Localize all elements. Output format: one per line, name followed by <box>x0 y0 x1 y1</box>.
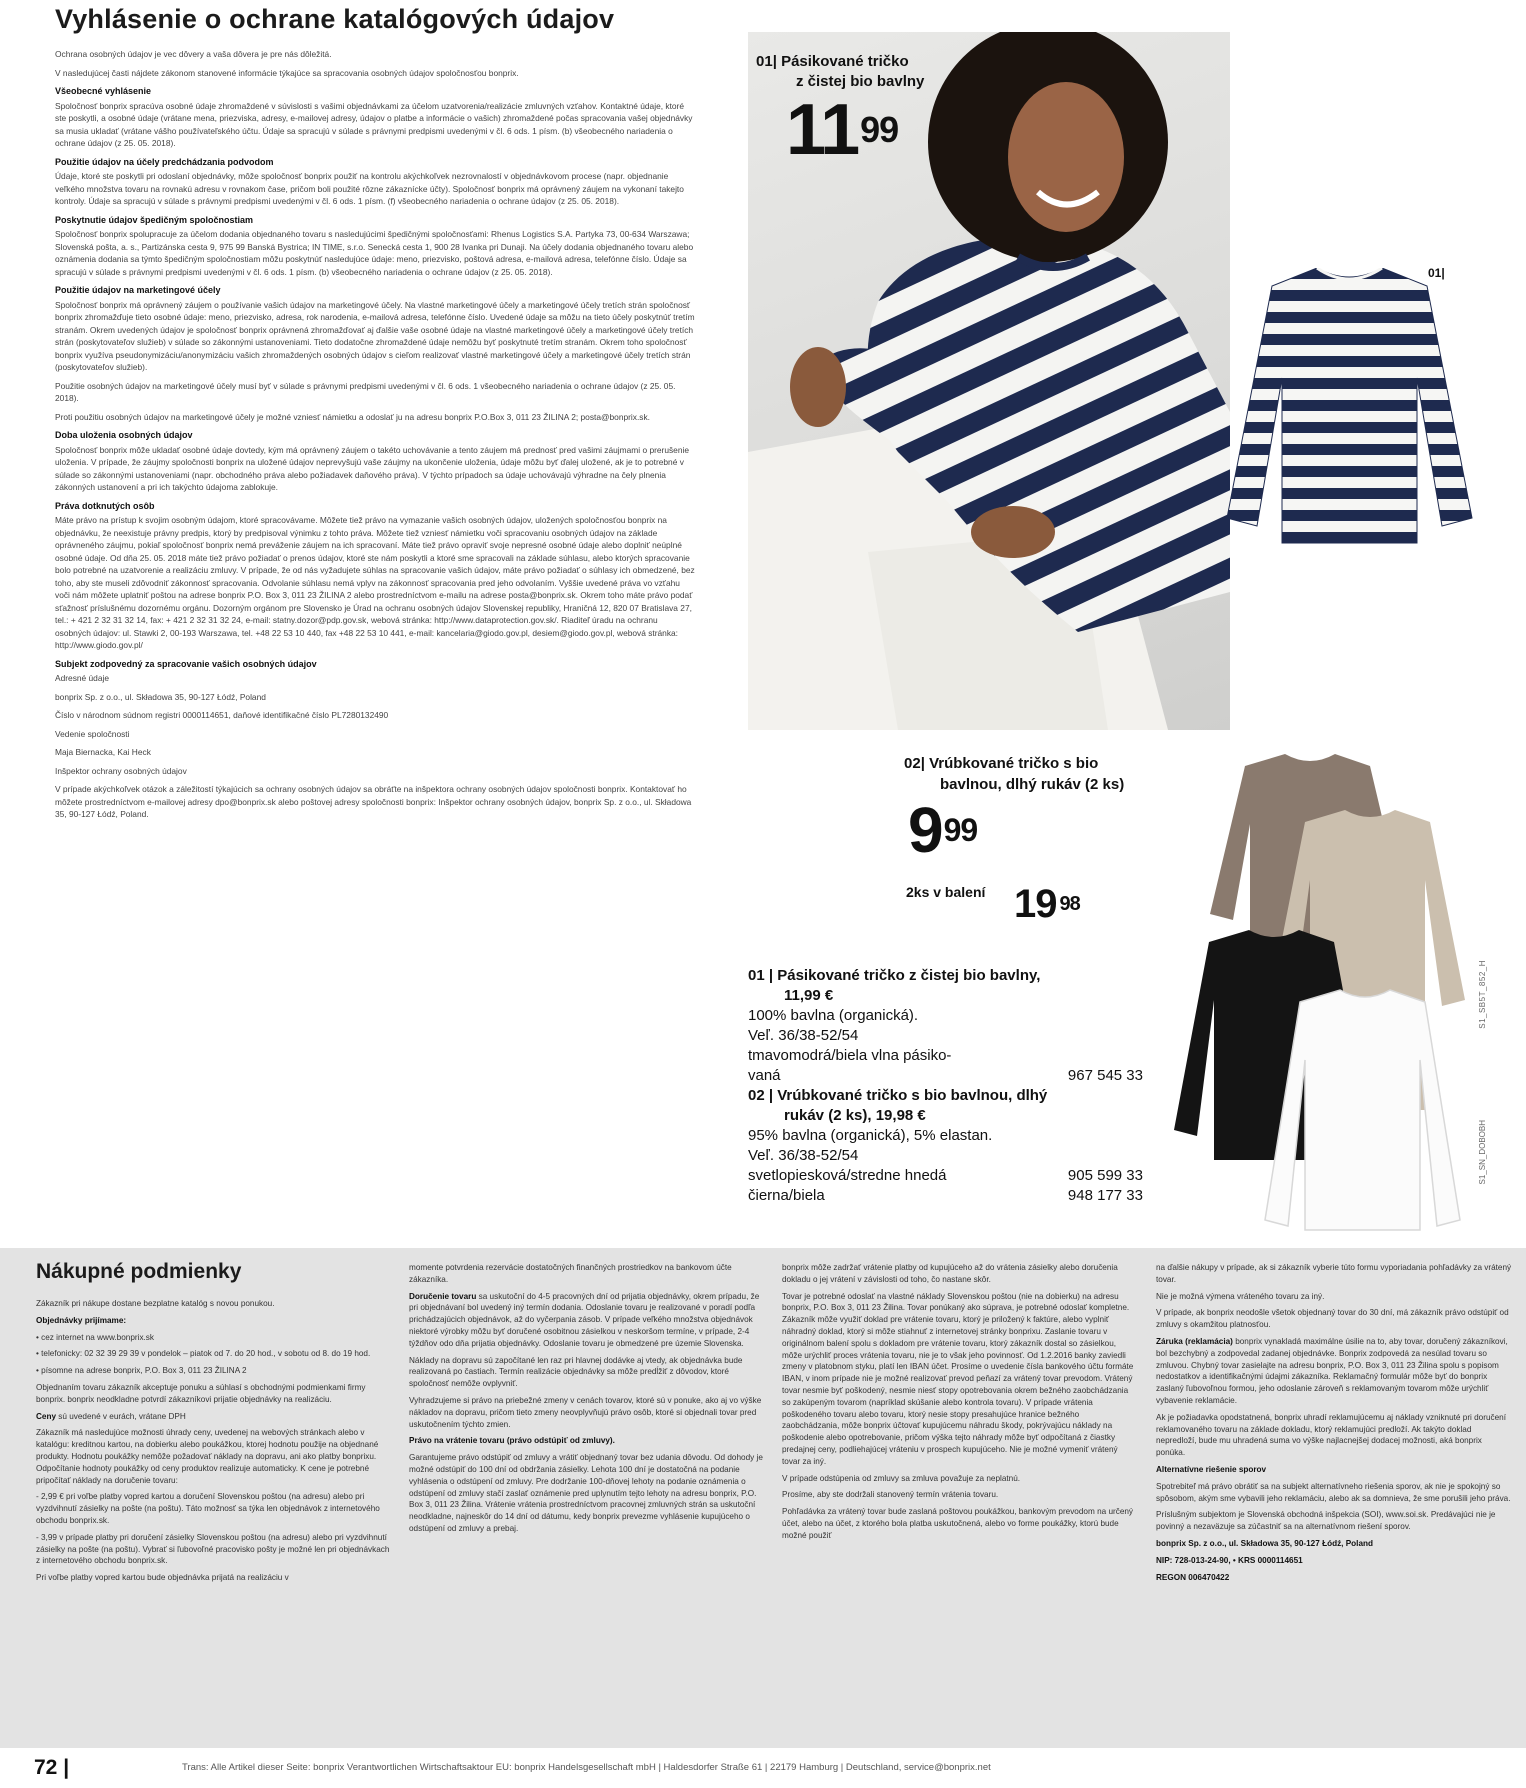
side-code: S1_SN_DOBOBH <box>1478 1120 1487 1185</box>
terms-paragraph: Vyhradzujeme si právo na priebežné zmeny v cenách tovarov, ktoré sú v ponuke, ako aj vo výške nákladov na dopravu, pričom tieto zmeny neovplyvňujú právo osôb, ktoré si objednali tovar pred uskutočnením týchto zmien. <box>409 1395 762 1429</box>
section-heading: Použitie údajov na marketingové účely <box>55 285 221 295</box>
pack-price: 19 $^{98}$ <box>1014 882 1080 926</box>
product2-number: 02 <box>904 755 921 772</box>
spec-p1-price: 11,99 € <box>784 987 834 1004</box>
section-text: Číslo v národnom súdnom registri 0000114651, daňové identifikačné číslo PL7280132490 <box>55 710 389 720</box>
terms-paragraph: Záruka (reklamácia) bonprix vynakladá maximálne úsilie na to, aby tovar, doručený zákazníkovi, bol bezchybný a zodpovedal zadanej objednávke. Bonprix zodpovedá za nesúlad tovaru so zmluvou. Chybný tovar zasielajte na adresu bonprix, P.O. Box 3, 011 23 Žilina spolu s popisom nedostatkov a identifikačnými údajmi zákazníka. Reklamačný formulár môže byť do bonprix zaslaný ľubovoľnou formou, jeho odoslanie zároveň s reklamovaným tovarom môže urýchliť vybavenie reklamácie. <box>1156 1336 1508 1405</box>
terms-bold: Objednávky prijímame: <box>36 1315 127 1325</box>
terms-paragraph: bonprix môže zadržať vrátenie platby od kupujúceho až do vrátenia zásielky alebo doručenia dokladu o jej vrátení v závislosti od toho, čo nastane skôr. <box>782 1263 1118 1284</box>
terms-paragraph: - 3,99 v prípade platby pri doručení zásielky Slovenskou poštou (na adresu) alebo pri vyzdvihnutí zásielky na pošte (na poštu). Vybrať si ľubovoľné pracovisko pošty je možné len pri objednávkach z internetového obchodu bonprix.sk. <box>36 1532 390 1566</box>
section-text: Použitie osobných údajov na marketingové účely musí byť v súlade s právnymi predpismi uvedenými v čl. 6 ods. 1 všeobecného nariadenia o ochrane údajov (z 25. 05. 2018). <box>55 380 676 403</box>
section-heading: Všeobecné vyhlásenie <box>55 86 152 96</box>
section-text: Spoločnosť bonprix má oprávnený záujem o používanie vašich údajov na marketingové účely. Na vlastné marketingové účely a marketingové účely tretích strán spoločnosť bonprix zhromažďuje tieto osobné údaje: meno, priezvisko, adresa, rok narodenia, e-mailová adresa, telefónne číslo. Uvedené údaje sa môžu na tieto účely poskytnúť tretím stranám. Okrem uvedených údajov je spoločnosť bonprix oprávnená zhromažďovať aj ďalšie vaše osobné údaje na vlastné marketingové účely a marketingové účely tretích strán (poskytovateľov služieb) v súlade so zákonnými ustanoveniami. Tieto dodatočne zhromaždené údaje nemôžu byť poskytnuté tretím stranám. Okrem toho spoločnosť bonprix využíva pseudonymizáciu/anonymizáciu vašich zhromaždených osobných údajov s cieľom realizovať vlastné marketingové účely a marketingové účely tretích strán (poskytovateľov služieb). <box>55 299 695 372</box>
privacy-statement <box>55 48 695 827</box>
section-text: Adresné údaje <box>55 673 110 683</box>
terms-paragraph: V prípade, ak bonprix neodošle všetok objednaný tovar do 30 dní, má zákazník právo odstúpiť od zmluvy s okamžitou platnosťou. <box>1156 1308 1509 1330</box>
spec-p1-color-row <box>748 1066 1143 1086</box>
terms-bold: REGON 006470422 <box>1156 1572 1230 1582</box>
terms-paragraph: Nie je možná výmena vráteného tovaru za iný. <box>1156 1291 1325 1301</box>
price-decimal: 99 <box>943 812 978 848</box>
spec-p2-material: 95% bavlna (organická), 5% elastan. <box>748 1127 993 1144</box>
product1-number: 01 <box>756 53 773 70</box>
spec-p2-title2: rukáv (2 ks), 19,98 € <box>784 1107 926 1124</box>
section-text: Inšpektor ochrany osobných údajov <box>55 765 187 776</box>
legal-footer: Trans: Alle Artikel dieser Seite: bonprix Verantwortlichen Wirtschaftsaktour EU: bonprix Handelsgesellschaft mbH | Haldesdorfer Straße 61 | 22179 Hamburg | Deutschland, service@bonprix.net <box>182 1762 991 1773</box>
spec-p2-title: 02 | Vrúbkované tričko s bio bavlnou, dlhý <box>748 1087 1048 1104</box>
terms-bold: Záruka (reklamácia) <box>1156 1336 1233 1346</box>
striped-shirt-flat <box>1222 268 1477 558</box>
terms-column-3 <box>782 1262 1138 1547</box>
terms-paragraph: V prípade odstúpenia od zmluvy sa zmluva považuje za neplatnú. <box>782 1473 1021 1483</box>
section-text: Spoločnosť bonprix spracúva osobné údaje zhromaždené v súvislosti s vašimi objednávkami za účelom uzatvorenia/realizácie zmluvných vzťahov. Kontaktné údaje, ktoré ste poskytli, a osobné údaje (vrátane mena, priezviska, adresy, e-mailovej adresy, údajov o platbe a informácie o vašich) zhromaždené počas spracovania vašej objednávky sa musia ukladať (vrátane vášho používateľského účtu. Údaje sa spracujú v súlade s právnymi predpismi uvedenými v čl. 6 ods. 1 písm. (b) všeobecného nariadenia o ochrane údajov (z 25. 05. 2018). <box>55 100 693 148</box>
striped-shirt-illustration <box>1222 268 1477 558</box>
section-text: Vedenie spoločnosti <box>55 728 130 739</box>
price-integer: 9 <box>908 794 942 866</box>
terms-paragraph: Ak je požiadavka opodstatnená, bonprix uhradí reklamujúcemu aj náklady vzniknuté pri doručení reklamovaného tovaru na základe dokladu, ktorý reklamujúci predloží. Ak takýto doklad nepredloží, bude mu uhradená suma vo výške najlacnejšej dodacej možnosti, aká bonprix ponúka. <box>1156 1412 1506 1458</box>
terms-bold: Doručenie tovaru <box>409 1291 477 1301</box>
terms-paragraph: Ceny sú uvedené v eurách, vrátane DPH <box>36 1411 186 1421</box>
spec-p2-sizes: Veľ. 36/38-52/54 <box>748 1147 859 1164</box>
terms-paragraph: • telefonicky: 02 32 39 29 39 v pondelok – piatok od 7. do 20 hod., v sobotu od 8. do 19 hod. <box>36 1349 371 1359</box>
flat-shirt-label: 01| <box>1428 266 1445 280</box>
page-title: Vyhlásenie o ochrane katalógových údajov <box>55 4 615 34</box>
terms-column-2 <box>409 1262 765 1540</box>
spec-p1-material: 100% bavlna (organická). <box>748 1007 919 1024</box>
terms-paragraph: Spotrebiteľ má právo obrátiť sa na subjekt alternatívneho riešenia sporov, ak nie je spokojný so spôsobom, akým sme vybavili jeho reklamáciu, alebo ak sa domnieva, že sme porušili jeho práva. <box>1156 1481 1511 1503</box>
spec-p1-sizes: Veľ. 36/38-52/54 <box>748 1027 859 1044</box>
ribbed-shirts-illustration <box>1170 750 1475 1265</box>
section-text: Spoločnosť bonprix môže ukladať osobné údaje dovtedy, kým má oprávnený záujem o takéto uchovávanie a tento záujem má prednosť pred vašimi záujmami o prerušenie uloženia. V prípade, že záujmy spoločnosti bonprix na uložené údajov neprevyšujú vaše záujmy na ukončenie uloženia, údaje môžu byť ďalej uložené, ak je to potrebné v súlade so zákonnými ustanoveniami (napr. obchodného práva alebo požiadavek daňového práva). V týchto prípadoch sa údaje uchovávajú výhradne na čely plnenia zákonných ustanovení a pri ich takýchto údajoma zablokuje. <box>55 444 690 492</box>
privacy-intro: V nasledujúcej časti nájdete zákonom stanovené informácie týkajúce sa spracovania osobných údajov spoločnosťou bonprix. <box>55 67 519 78</box>
product2-price <box>908 795 977 865</box>
price-integer: 11 <box>786 90 859 170</box>
pack-label: 2ks v balení <box>906 884 986 900</box>
terms-paragraph: momente potvrdenia rezervácie dostatočných finančných prostriedkov na bankovom účte zákazníka. <box>409 1263 732 1284</box>
section-text: bonprix Sp. z o.o., ul. Składowa 35, 90-127 Łódź, Poland <box>55 691 266 702</box>
spec-p2-variant: svetlopiesková/stredne hnedá 905 599 33 <box>748 1167 1143 1184</box>
terms-paragraph: Pri voľbe platby vopred kartou bude objednávka prijatá na realizáciu v <box>36 1573 289 1583</box>
section-text: V prípade akýchkoľvek otázok a záležitostí týkajúcich sa ochrany osobných údajov sa obráťte na inšpektora ochrany osobných údajov spoločnosti bonprix. Kontaktovať ho môžete prostredníctvom e-mailovej adresy dpo@bonprix.sk alebo poštovej adresy spoločnosti bonprix: Inšpektor ochrany osobných údajov, bonprix Sp. z o.o., ul. Składowa 35, 90-127 Łódź, Poland. <box>55 784 692 819</box>
terms-paragraph: Zákazník pri nákupe dostane bezplatne katalóg s novou ponukou. <box>36 1299 275 1308</box>
spec-p1-code: 967 545 33 <box>1067 1067 1143 1084</box>
terms-paragraph: Prosíme, aby ste dodržali stanovený termín vrátenia tovaru. <box>782 1490 999 1500</box>
terms-paragraph <box>1156 1572 1512 1584</box>
terms-paragraph: Doručenie tovaru sa uskutoční do 4-5 pracovných dní od prijatia objednávky, okrem prípadu, že pri objednávaní bol uvedený iný termín dodania. Odoslanie tovaru je realizované v poradí podľa prichádzajúcich objednávok, až do vyčerpania zásob. V prípade veľkého množstva objednávok niektoré výrobky môžu byť doručené osobitnou zásielkou v neskoršom termíne, v prípade, 2-4 týždňov odo dňa prijatia objednávky. Odoslanie tovaru je obmedzené pre územie Slovenska. <box>409 1291 760 1348</box>
terms-title: Nákupné podmienky <box>36 1260 242 1283</box>
spec-p1-color-cont: vaná <box>748 1067 781 1084</box>
terms-bold: Právo na vrátenie tovaru (právo odstúpiť od zmluvy). <box>409 1436 615 1446</box>
terms-paragraph <box>1156 1464 1512 1476</box>
terms-column-1 <box>36 1298 392 1589</box>
spec-p1-title: 01 | Pásikované tričko z čistej bio bavlny, <box>748 967 1041 984</box>
terms-paragraph: na ďalšie nákupy v prípade, ak si zákazník vyberie túto formu vyporiadania pohľadávky za vrátený tovar. <box>1156 1263 1512 1284</box>
price-decimal: 99 <box>860 109 899 150</box>
section-text: Máte právo na prístup k svojim osobným údajom, ktoré spracovávame. Môžete tiež právo na vymazanie vašich osobných údajov, uložených spoločnosťou bonprix na objednávku, že neexistuje právny predpis, ktorý by predpisoval výnimku z tohto práva. Môžete tiež vzniesť námietku voči spracovaniu osobných údajov na základe oprávneného záujmu, pokiaľ spoločnosť bonprix nemá preváženie záujem na ich spracovaní. Máte tiež právo opraviť svoje nepresné osobné údaje alebo doplniť neúplné osobné údaje. Od dňa 25. 05. 2018 máte tiež právo požiadať o prenos údajov, ktoré ste nám poskytli a ktoré sme spracovali na základe súhlasu, alebo ktorých spracovanie bolo potrebné na uzatvorenie a realizáciu zmluvy. V prípade, že od nás vyžadujete súhlas na spracovanie vašich údajov, máte právo požiadať o súhlasy ich obmedzené, bez toho, aby ste museli zdôvodniť zákonnosť spracovania. Odvolanie súhlasu nemá vplyv na zákonnosť spracovania pred jeho odvolaním. Vyššie uvedené práva vo vzťahu voči nám môžete uplatniť poštou na adrese bonprix P.O. Box 3, 011 23 ŽILINA 2 alebo prostredníctvom e-mailu na adrese posta@bonprix.sk. Okrem toho máte právo podať sťažnosť príslušnému dozornému orgánu. Dozorným orgánom pre Slovensko je Úrad na ochranu osobných údajov Slovenskej republiky, Hraničná 12, 820 07 Bratislava 27, tel.: + 421 2 32 31 32 14, fax: + 421 2 32 31 32 24, e-mail: statny.dozor@pdp.gov.sk, webová stránka: http://www.dataprotection.gov.sk/. Riaditeľ úradu na ochranu osobných údajov: ul. Stawki 2, 00-193 Warszawa, tel. +48 22 53 10 440, fax +48 22 53 10 441, e-mail: kancelaria@giodo.gov.pl, desiem@giodo.gov.pl, webová stránka: http://www.giodo.gov.pl/ <box>55 515 695 650</box>
terms-paragraph: • cez internet na www.bonprix.sk <box>36 1332 154 1342</box>
terms-paragraph <box>409 1435 765 1447</box>
product-specs <box>748 966 1143 1206</box>
privacy-intro: Ochrana osobných údajov je vec dôvery a vaša dôvera je pre nás dôležitá. <box>55 49 332 59</box>
section-heading: Práva dotknutých osôb <box>55 500 155 511</box>
product2-name-line2: bavlnou, dlhý rukáv (2 ks) <box>940 776 1125 793</box>
terms-paragraph: Zákazník má nasledujúce možnosti úhrady ceny, uvedenej na webových stránkach alebo v katalógu: kreditnou kartou, na dobierku alebo poukážkou, ktorej hodnotu použije na objednané produkty. Hodnotu poukážky nemôže požadovať náklady na dopravu, ani ako platby bonprixu. Odpočítanie hodnoty poukážky od ceny produktov realizuje automaticky. K cene je potrebné pripočítať náklady na doručenie tovaru: <box>36 1428 379 1485</box>
terms-column-4 <box>1156 1262 1512 1588</box>
section-text: Proti použitiu osobných údajov na marketingové účely je možné vzniesť námietku a odoslať ju na adresu bonprix P.O.Box 3, 011 23 ŽILINA 2; posta@bonprix.sk. <box>55 411 651 422</box>
product2-name: Vrúbkované tričko s bio <box>929 755 1099 772</box>
ribbed-shirts-group <box>1170 750 1475 1265</box>
terms-paragraph <box>1156 1538 1512 1550</box>
terms-paragraph: Tovar je potrebné odoslať na vlastné náklady Slovenskou poštou (nie na dobierku) na adresu bonprix, P.O. Box 3, 011 23 Žilina. Tovar ponúkaný ako súprava, je potrebné odoslať kompletne. Zákazník môže využiť doklad pre vrátenie tovaru, ktorý je priložený k faktúre, alebo vyplniť náhradný doklad, ktorý si môže stiahnuť z internetovej stránky bonprixu. Zaslanie tovaru v originálnom balení spolu s dokladom pre vrátenie tovaru, ktorý zákazník dostal so zásielkou, môže urýchliť proces vrátenia tovaru, nie je to však jeho povinnosť. Od 1.2.2016 banky zaviedli zmeny v platobnom styku, platí len IBAN účet. Prosíme o uvedenie čísla bankového účtu formáte IBAN, v inom prípade nie je možné realizovať prevod peňazí za vrátený tovar prevodom. Vrátený tovar nesmie byť poškodený, nesmie niesť stopy opotrebovania okrem bežného zaobchádzania so zakúpeným tovarom (napríklad skúšanie alebo kontrola tovaru). V prípade vrátenia poškodeného tovaru alebo tovaru, ktorý nesie stopy presahujúce hranice bežného zaobchádzania, môže bonprix účtovať kupujúcemu náhradu škody, pokrývajúcu náklady na poškodenie alebo opotrebovanie, pričom výška tejto náhrady môže byť odpočítaná z čiastky predajnej ceny, podliehajúcej vráteniu v prospech kupujúceho. Nie je možné vymeniť vrátený tovar za iný. <box>782 1291 1134 1466</box>
product1-label: 01| Pásikované tričko z čistej bio bavlny <box>756 53 925 90</box>
terms-paragraph: Príslušným subjektom je Slovenská obchodná inšpekcia (SOI), www.soi.sk. Predávajúci nie je povinný a nezaväzuje sa zúčastniť sa na alternatívnom riešení sporov. <box>1156 1510 1496 1532</box>
terms-paragraph: Objednaním tovaru zákazník akceptuje ponuku a súhlasí s obchodnými podmienkami firmy bonprix. bonprix neodkladne potvrdí zákazníkovi prijatie objednávky na realizáciu. <box>36 1382 366 1404</box>
terms-paragraph: Náklady na dopravu sú započítané len raz pri hlavnej dodávke aj vtedy, ak objednávka bude realizovaná po častiach. Termín realizácie objednávky sa môže predĺžiť z dôvodov, ktoré spoločnosť nemôže ovplyvniť. <box>409 1355 743 1389</box>
section-heading: Poskytnutie údajov špedičným spoločnostiam <box>55 214 254 225</box>
terms-bold: bonprix Sp. z o.o., ul. Składowa 35, 90-127 Łódź, Poland <box>1156 1538 1374 1548</box>
terms-bold: Ceny <box>36 1411 57 1421</box>
side-code: S1_SB5T_852_H <box>1478 960 1487 1029</box>
product1-price <box>786 90 898 170</box>
terms-bold: NIP: 728-013-24-90, • KRS 0000114651 <box>1156 1555 1303 1565</box>
spec-p1-color: tmavomodrá/biela vlna pásiko- <box>748 1047 952 1064</box>
section-heading: Subjekt zodpovedný za spracovanie vašich osobných údajov <box>55 658 317 669</box>
section-heading: Doba uloženia osobných údajov <box>55 430 193 440</box>
spec-p2-variant: čierna/biela 948 177 33 <box>748 1187 1143 1204</box>
terms-bold: Alternatívne riešenie sporov <box>1156 1464 1267 1474</box>
section-heading: Použitie údajov na účely predchádzania podvodom <box>55 156 274 167</box>
section-text: Spoločnosť bonprix spolupracuje za účelom dodania objednaného tovaru s nasledujúcimi špedičnými spoločnosťami: Rhenus Logistics S.A. Partyka 73, 00-634 Warszawa; Slovenská pošta, a. s., Partizánska cesta 9, 975 99 Banská Bystrica; IN TIME, s.r.o. Senecká cesta 1, 900 28 Ivanka pri Dunaji. Na účely dodania objednaného tovaru alebo oznámenia dodania sa týmto špedičným spoločnostiam môžu poskytnúť nasledujúce údaje: meno, priezvisko, poštová adresa, e-mailová adresa, telefónne číslo. Údaje sa spracujú v súlade s právnymi predpismi uvedenými v čl. 6 ods. 1 písm. (b) všeobecného nariadenia o ochrane údajov (z 25. 05. 2018). <box>55 229 694 277</box>
product1-name: Pásikované tričko <box>781 53 909 70</box>
terms-paragraph <box>36 1315 392 1327</box>
section-text: Maja Biernacka, Kai Heck <box>55 747 151 757</box>
terms-paragraph <box>1156 1555 1512 1567</box>
terms-paragraph: - 2,99 € pri voľbe platby vopred kartou a doručení Slovenskou poštou (na adresu) alebo pri vyzdvihnutí zásielky na pošte (na poštu). Táto možnosť sa týka len objednávok z internetového obchodu bonprix.sk. <box>36 1492 380 1525</box>
product1-name-line2: z čistej bio bavlny <box>796 73 925 90</box>
terms-paragraph: Pohľadávka za vrátený tovar bude zaslaná poštovou poukážkou, bankovým prevodom na určený účet, alebo na účet, z ktorého bola platba uskutočnená, alebo vo forme poukážky, ktorú bude možné použiť <box>782 1507 1134 1540</box>
terms-paragraph: Garantujeme právo odstúpiť od zmluvy a vrátiť objednaný tovar bez udania dôvodu. Od dohody je možné odstúpiť do 100 dní od obdržania zásielky. Lehota 100 dní je dostatočná na podanie vyhlásenia o odstúpení od zmluvy. Pre dodržanie 100-dňovej lehoty na podanie oznámenia o odstúpení od zmluvy stačí zaslať oznámenie pred uplynutím tejto lehoty na adresu bonprix, P.O. Box 3, 011 23 Žilina. Vrátenie vrátenia prostredníctvom pracovnej zmluvných strán sa uskutoční neodkladne, najneskôr do 14 dní od dátumu, kedy bonprix prevezme vyhlásenie kupujúceho o odstúpení od zmluvy a prebaj. <box>409 1453 763 1533</box>
product2-label: 02| Vrúbkované tričko s bio bavlnou, dlhý rukáv (2 ks) <box>904 755 1125 793</box>
terms-paragraph: • písomne na adrese bonprix, P.O. Box 3, 011 23 ŽILINA 2 <box>36 1366 247 1376</box>
section-text: Údaje, ktoré ste poskytli pri odoslaní objednávky, môže spoločnosť bonprix použiť na kontrolu akýchkoľvek nezrovnalostí v objednávkovom procese (napr. objednanie veľkého množstva tovaru na rovnakú adresu v rovnakom čase, pričom boli použité rôzne zákaznícke účty). Spoločnosť bonprix má oprávnený záujem na vykonaní takejto kontroly. Údaje sa spracujú v súlade s právnymi predpismi uvedenými v čl. 6 ods. 1 písm. (f) všeobecného nariadenia o ochrane údajov (z 25. 05. 2018). <box>55 171 684 206</box>
page-number: 72 | <box>34 1756 70 1779</box>
